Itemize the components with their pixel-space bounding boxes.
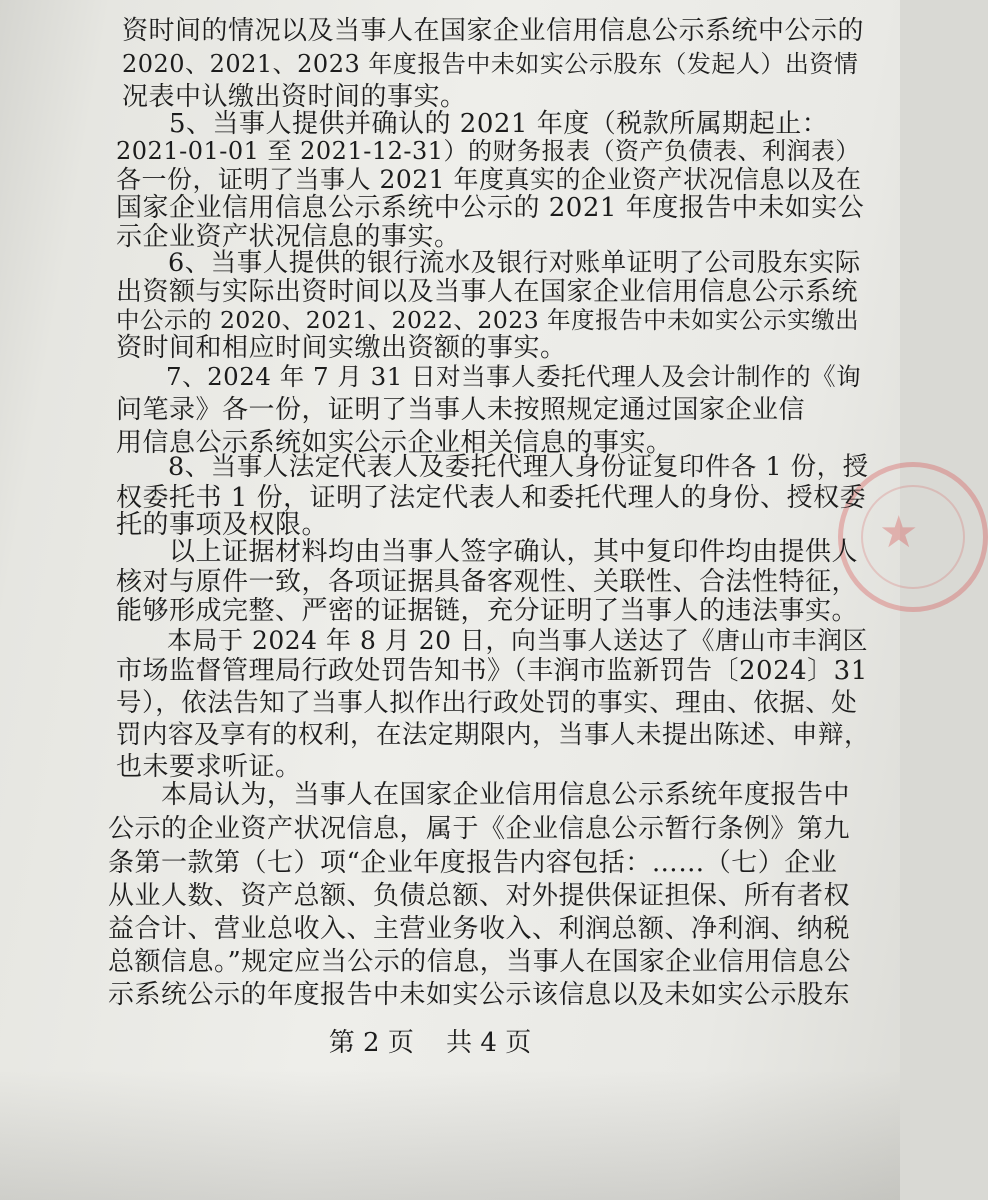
text-line: 罚内容及享有的权利，在法定期限内，当事人未提出陈述、申辩，	[116, 720, 871, 750]
text-line: 公示的企业资产状况信息，属于《企业信息公示暂行条例》第九	[108, 814, 851, 844]
text-line: 资时间和相应时间实缴出资额的事实。	[116, 333, 567, 363]
text-line: 用信息公示系统如实公示企业相关信息的事实。	[116, 428, 673, 458]
seal-star-icon: ★	[879, 507, 919, 558]
text-line: 示系统公示的年度报告中未如实公示该信息以及未如实公示股东	[108, 980, 851, 1010]
text-line: 益合计、营业总收入、主营业务收入、利润总额、净利润、纳税	[108, 914, 851, 944]
text-line: 中公示的 2020、2021、2022、2023 年度报告中未如实公示实缴出	[116, 306, 860, 334]
text-line: 托的事项及权限。	[116, 510, 329, 540]
text-line: 从业人数、资产总额、负债总额、对外提供保证担保、所有者权	[108, 881, 851, 911]
page-number: 第 2 页	[328, 1028, 414, 1058]
text-line: 2021-01-01 至 2021-12-31）的财务报表（资产负债表、利润表）	[116, 137, 861, 165]
text-line: 出资额与实际出资时间以及当事人在国家企业信用信息公示系统	[116, 277, 859, 307]
text-line: 6、当事人提供的银行流水及银行对账单证明了公司股东实际	[116, 248, 861, 278]
text-line: 总额信息。”规定应当公示的信息，当事人在国家企业信用信息公	[108, 947, 851, 977]
text-line: 况表中认缴出资时间的事实。	[122, 82, 467, 112]
text-line: 7、2024 年 7 月 31 日对当事人委托代理人及会计制作的《询	[116, 362, 862, 391]
text-line: 号），依法告知了当事人拟作出行政处罚的事实、理由、依据、处	[116, 688, 858, 718]
page-total: 共 4 页	[446, 1028, 532, 1058]
text-line: 资时间的情况以及当事人在国家企业信用信息公示系统中公示的	[122, 16, 865, 46]
text-line: 各一份，证明了当事人 2021 年度真实的企业资产状况信息以及在	[116, 165, 862, 194]
text-line: 市场监督管理局行政处罚告知书》（丰润市监新罚告〔2024〕31	[116, 656, 868, 686]
text-line: 国家企业信用信息公示系统中公示的 2021 年度报告中未如实公	[116, 193, 865, 223]
text-line: 问笔录》各一份，证明了当事人未按照规定通过国家企业信	[116, 395, 806, 425]
text-line: 8、当事人法定代表人及委托代理人身份证复印件各 1 份，授	[116, 452, 869, 482]
text-line: 也未要求听证。	[116, 752, 302, 782]
text-line: 5、当事人提供并确认的 2021 年度（税款所属期起止：	[116, 109, 829, 139]
page-shadow	[0, 1070, 900, 1200]
text-line: 示企业资产状况信息的事实。	[116, 222, 461, 252]
text-line: 2020、2021、2023 年度报告中未如实公示股东（发起人）出资情	[122, 50, 859, 78]
page-number-footer	[0, 1026, 860, 1060]
text-line: 权委托书 1 份，证明了法定代表人和委托代理人的身份、授权委	[116, 483, 867, 513]
text-line: 以上证据材料均由当事人签字确认，其中复印件均由提供人	[116, 537, 859, 567]
text-line: 条第一款第（七）项“企业年度报告内容包括：……（七）企业	[108, 848, 838, 878]
text-line: 本局认为，当事人在国家企业信用信息公示系统年度报告中	[108, 780, 851, 810]
text-line: 核对与原件一致，各项证据具备客观性、关联性、合法性特征，	[116, 567, 859, 597]
text-line: 能够形成完整、严密的证据链，充分证明了当事人的违法事实。	[116, 596, 859, 626]
text-line: 本局于 2024 年 8 月 20 日，向当事人送达了《唐山市丰润区	[116, 626, 869, 655]
